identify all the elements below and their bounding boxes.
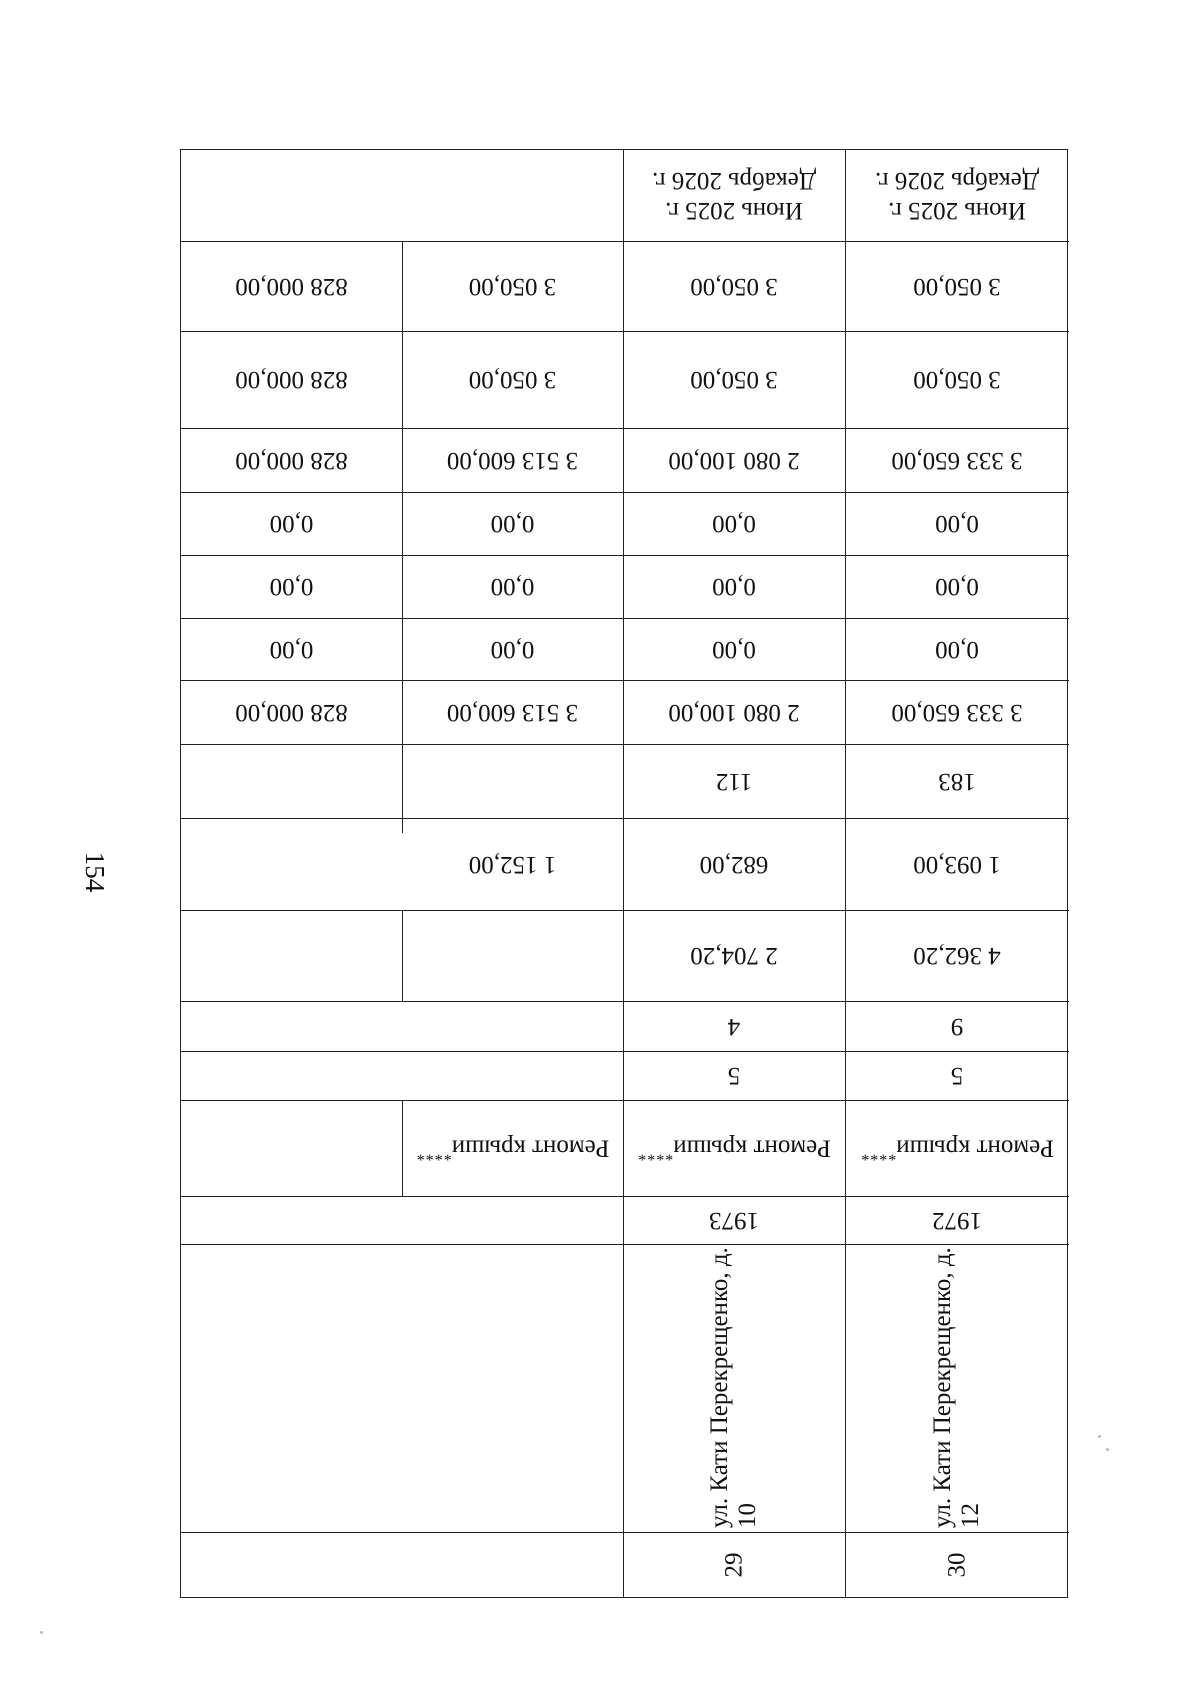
total-cost-owners: 828 000,00	[235, 447, 348, 474]
row29-period: Июнь 2025 г. Декабрь 2026 г.	[651, 167, 817, 225]
row29b-cost-total: 3 513 600,00	[446, 699, 579, 726]
row29-works: Ремонт крыши****	[637, 1134, 831, 1163]
row29-limit-cost: 3 050,00	[690, 273, 778, 300]
total-limit-cost: 828 000,00	[235, 273, 348, 300]
row29-year: 1973	[709, 1207, 759, 1234]
row29b-works: Ремонт крыши****	[415, 1134, 610, 1163]
row29b-limit-cost: 3 050,00	[468, 273, 557, 300]
row29-number: 29	[720, 1552, 747, 1577]
row29b-fund-3: 0,00	[490, 510, 535, 538]
row29-floors: 5	[727, 1062, 741, 1090]
row29-area-work: 682,00	[699, 851, 769, 878]
row29b-area-work: 1 152,00	[468, 851, 557, 878]
row29-residents: 112	[715, 768, 753, 795]
row29-cost-total: 2 080 100,00	[668, 699, 800, 726]
total-specific-cost: 828 000,00	[235, 366, 348, 394]
page-number: 154	[80, 851, 110, 893]
row29-fund-2: 0,00	[712, 573, 756, 601]
total-cost-total: 828 000,00	[235, 699, 348, 726]
row29b-cost-owners: 3 513 600,00	[446, 447, 579, 474]
row29-cost-owners: 2 080 100,00	[668, 447, 800, 474]
row30-cost-total: 3 333 650,00	[891, 699, 1023, 726]
total-fund-1: 0,00	[269, 636, 314, 663]
row30-number: 30	[943, 1552, 970, 1577]
row30-year: 1972	[932, 1207, 982, 1234]
row30-works: Ремонт крыши****	[860, 1134, 1054, 1163]
row29-specific-cost: 3 050,00	[690, 366, 778, 394]
row29b-specific-cost: 3 050,00	[468, 366, 557, 394]
row30-cost-owners: 3 333 650,00	[891, 447, 1023, 474]
row30-area-total: 4 362,20	[913, 942, 1001, 970]
row30-residents: 183	[938, 768, 976, 795]
row30-fund-2: 0,00	[935, 573, 979, 601]
capital-repair-table	[180, 149, 1068, 1598]
row30-period: Июнь 2025 г. Декабрь 2026 г.	[874, 167, 1040, 225]
row29-area-total: 2 704,20	[690, 942, 778, 970]
row30-specific-cost: 3 050,00	[913, 366, 1001, 394]
row30-fund-3: 0,00	[935, 510, 979, 538]
row29-entrances: 4	[727, 1013, 741, 1040]
row30-limit-cost: 3 050,00	[913, 273, 1001, 300]
row30-area-work: 1 093,00	[913, 851, 1001, 878]
row30-address: ул. Кати Перекрещенко, д. 12	[929, 1247, 984, 1528]
row29b-fund-1: 0,00	[490, 636, 535, 663]
total-fund-2: 0,00	[269, 573, 314, 601]
row29-fund-1: 0,00	[712, 636, 756, 663]
row29-address: ул. Кати Перекрещенко, д. 10	[706, 1247, 761, 1528]
row29-fund-3: 0,00	[712, 510, 756, 538]
row29b-fund-2: 0,00	[490, 573, 535, 601]
row30-floors: 5	[950, 1062, 964, 1090]
total-fund-3: 0,00	[269, 510, 314, 538]
row30-fund-1: 0,00	[935, 636, 979, 663]
row30-entrances: 9	[950, 1013, 964, 1040]
